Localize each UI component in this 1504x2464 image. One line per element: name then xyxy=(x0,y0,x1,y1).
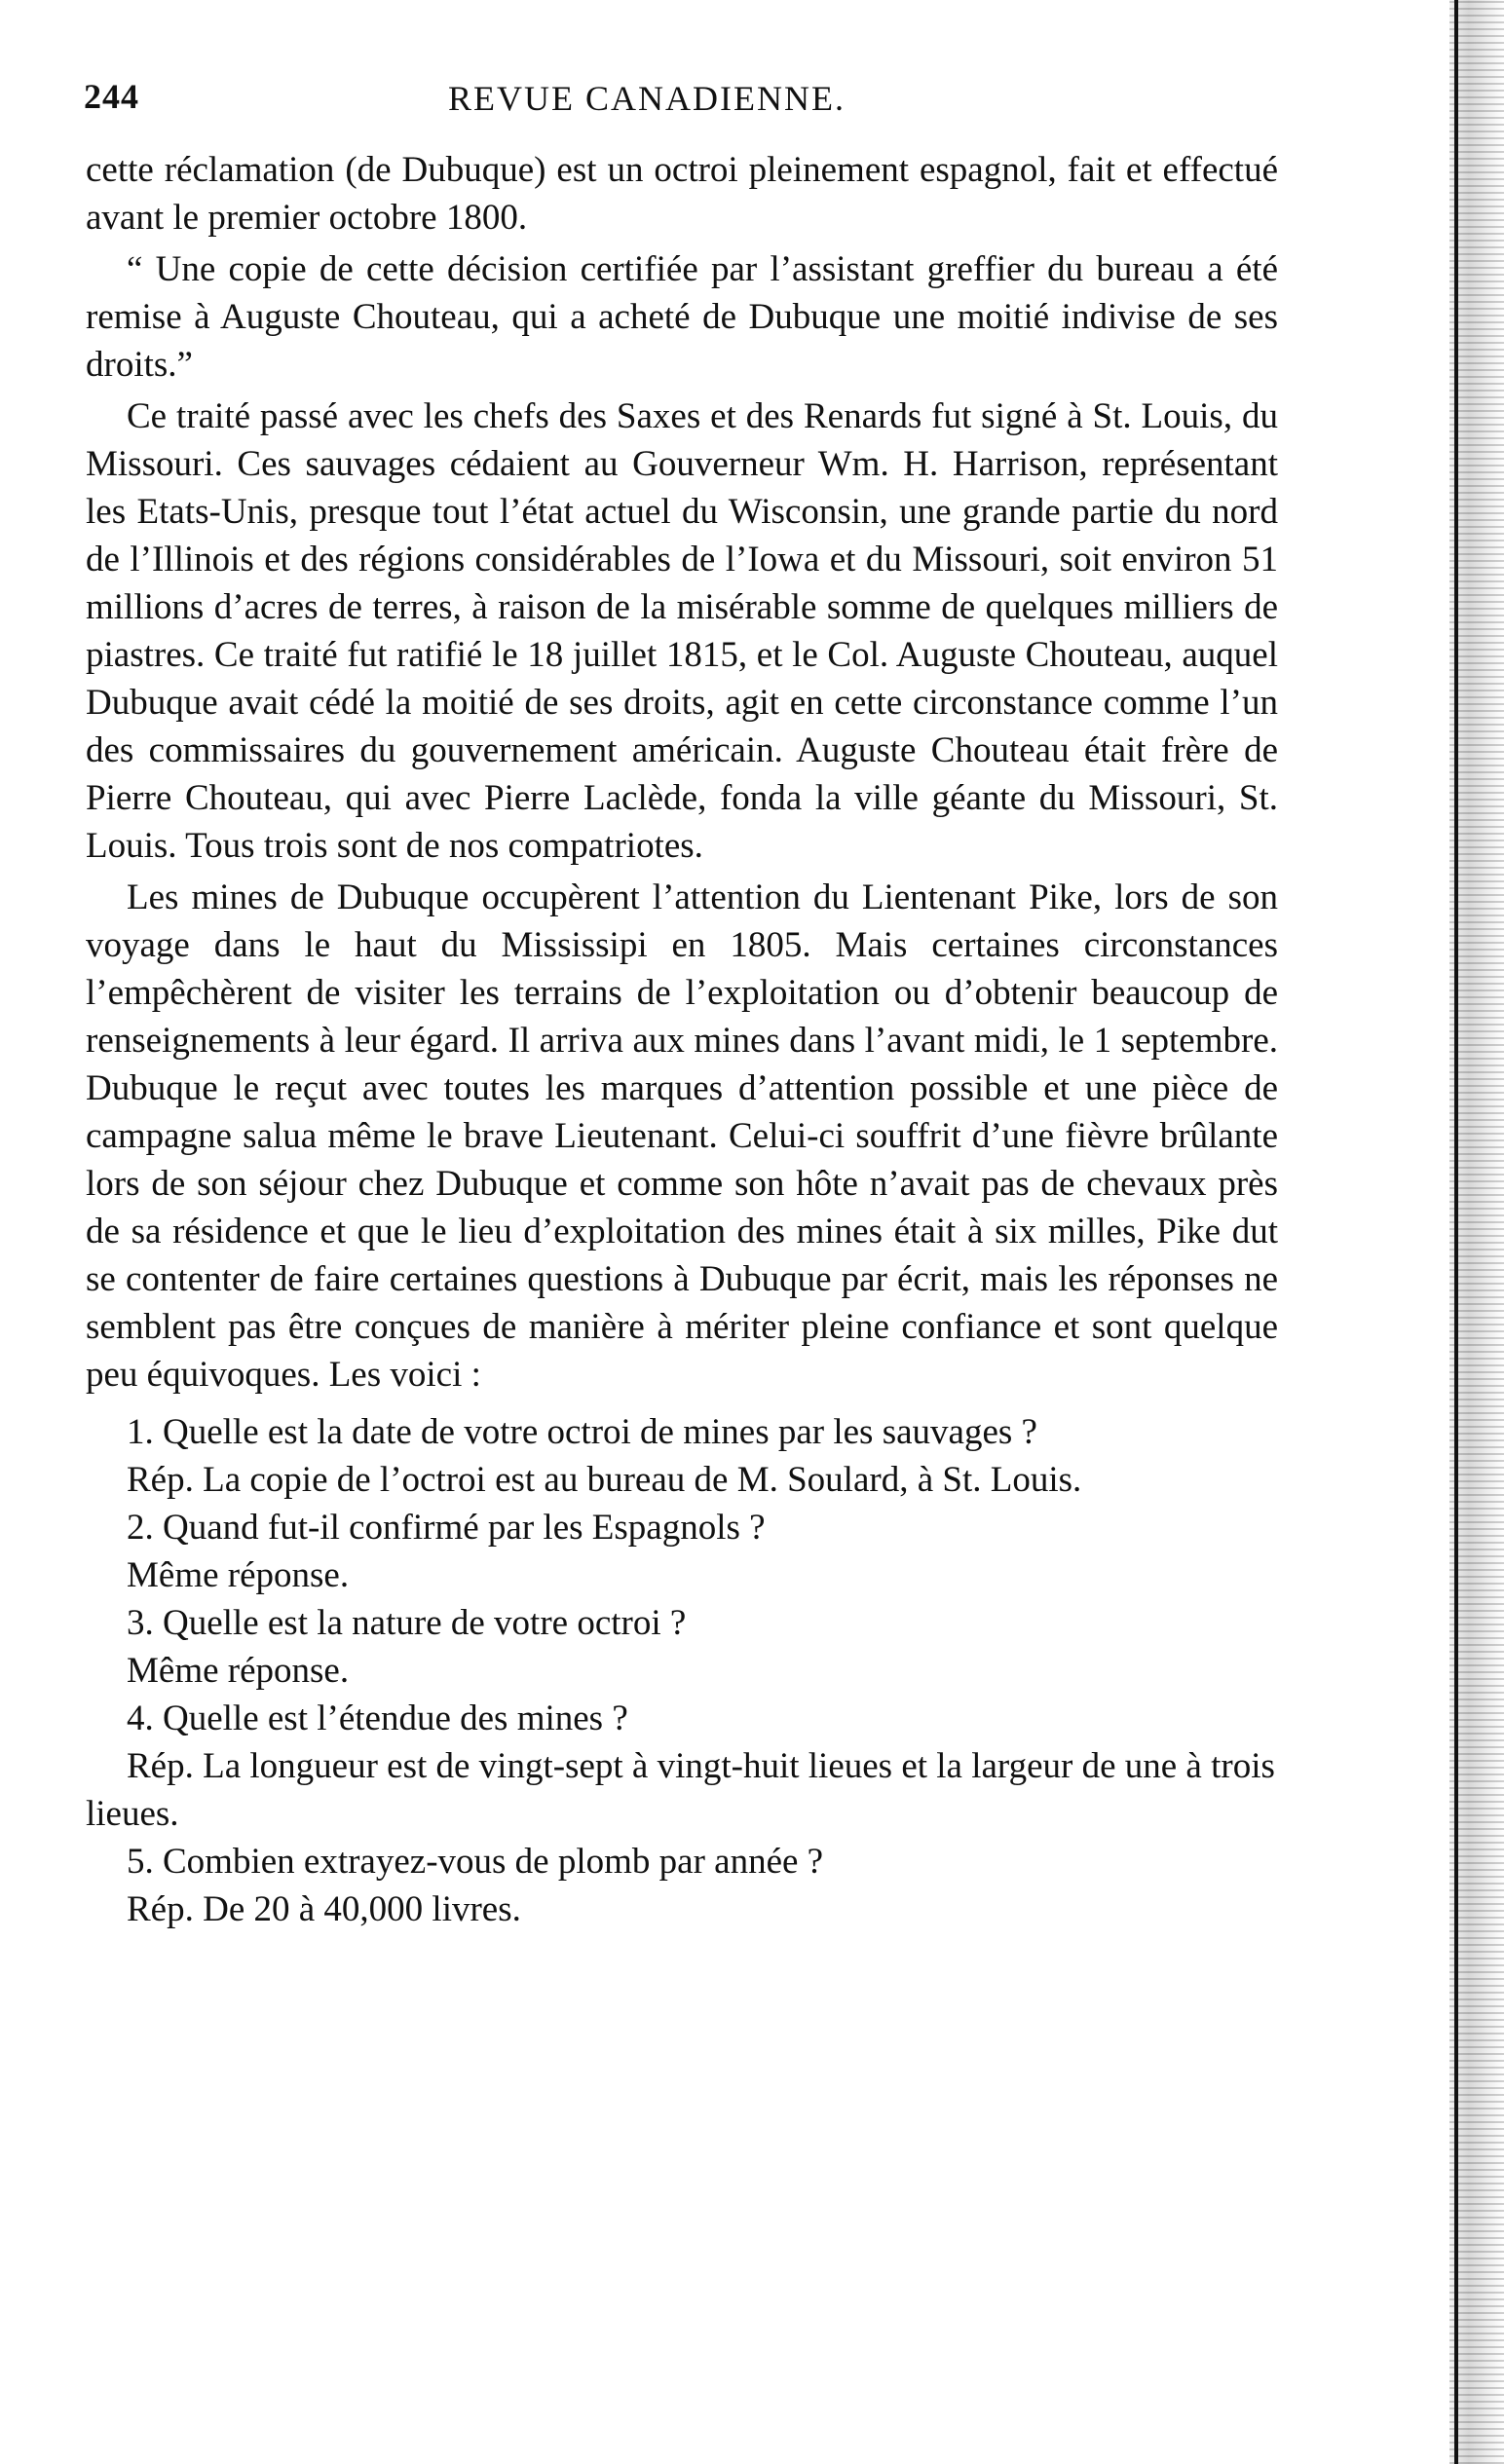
treaty-paragraph: Ce traité passé avec les chefs des Saxes et des Renards fut signé à St. Louis, du Missouri. Ces sauvages cédaient au Gouverneur Wm. H. Harrison, représentant les Etats-Unis, presque tout l’état actuel du Wisconsin, une grande partie du nord de l’Illinois et des régions considérables de l’Iowa et du Missouri, soit environ 51 millions d’acres de terres, à raison de la misérable somme de quelques milliers de piastres. Ce traité fut ratifié le 18 juillet 1815, et le Col. Auguste Chouteau, auquel Dubuque avait cédé la moitié de ses droits, agit en cette circonstance comme l’un des commissaires du gouvernement américain. Auguste Chouteau était frère de Pierre Chouteau, qui avec Pierre Laclède, fonda la ville géante du Missouri, St. Louis. Tous trois sont de nos compatriotes. xyxy=(86,396,1278,866)
answer-4: Rép. La longueur est de vingt-sept à vingt-huit lieues et la largeur de une à trois lieues. xyxy=(86,1746,1275,1834)
question-2: 2. Quand fut-il confirmé par les Espagnols ? xyxy=(127,1508,766,1548)
answer-2: Même réponse. xyxy=(127,1555,350,1595)
running-head: REVUE CANADIENNE. xyxy=(448,79,846,118)
scanned-border-line xyxy=(1454,0,1458,2464)
question-3: 3. Quelle est la nature de votre octroi ? xyxy=(127,1603,687,1643)
answer-3: Même réponse. xyxy=(127,1651,350,1691)
answer-5: Rép. De 20 à 40,000 livres. xyxy=(127,1889,521,1929)
question-1: 1. Quelle est la date de votre octroi de mines par les sauvages ? xyxy=(127,1412,1037,1452)
article-text xyxy=(86,146,1278,2211)
paragraph-continuation: cette réclamation (de Dubuque) est un octroi pleinement espagnol, fait et effectué avant le premier octobre 1800. xyxy=(86,150,1278,238)
page-number: 244 xyxy=(84,77,139,116)
answer-1: Rép. La copie de l’octroi est au bureau de M. Soulard, à St. Louis. xyxy=(127,1460,1082,1500)
page-header xyxy=(0,76,1504,125)
mines-paragraph: Les mines de Dubuque occupèrent l’attention du Lientenant Pike, lors de son voyage dans le haut du Mississipi en 1805. Mais certaines circonstances l’empêchèrent de visiter les terrains de l’exploitation ou d’obtenir beaucoup de renseignements à leur égard. Il arriva aux mines dans l’avant midi, le 1 septembre. Dubuque le reçut avec toutes les marques d’attention possible et une pièce de campagne salua même le brave Lieutenant. Celui-ci souffrit d’une fièvre brûlante lors de son séjour chez Dubuque et comme son hôte n’avait pas de chevaux près de sa résidence et que le lieu d’exploitation des mines était à six milles, Pike dut se contenter de faire certaines questions à Dubuque par écrit, mais les réponses ne semblent pas être conçues de manière à mériter pleine confiance et sont quelque peu équivoques. Les voici : xyxy=(86,877,1278,1395)
question-4: 4. Quelle est l’étendue des mines ? xyxy=(127,1699,628,1738)
question-5: 5. Combien extrayez-vous de plomb par année ? xyxy=(127,1842,824,1882)
quoted-paragraph: “ Une copie de cette décision certifiée par l’assistant greffier du bureau a été remise à Auguste Chouteau, qui a acheté de Dubuque une moitié indivise de ses droits.” xyxy=(86,249,1278,385)
